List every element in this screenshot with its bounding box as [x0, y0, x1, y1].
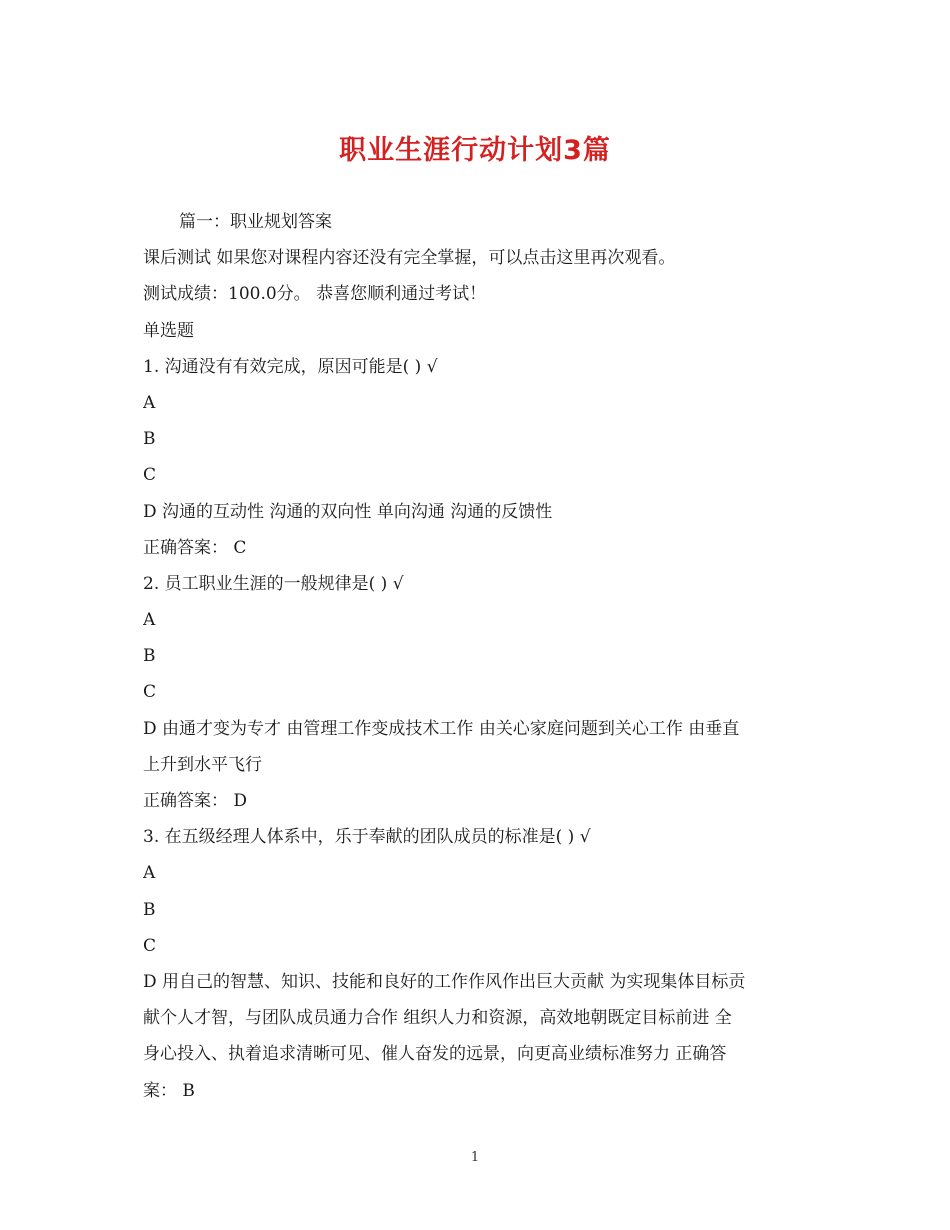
question-1-option-a: A [143, 392, 156, 413]
document-title: 职业生涯行动计划3篇 [339, 135, 611, 166]
question-3-answer: 案： B [143, 1080, 195, 1101]
score-line: 测试成绩：100.0分。 恭喜您顺利通过考试！ [143, 284, 487, 305]
question-3-option-d-cont-1: 献个人才智，与团队成员通力合作 组织人力和资源，高效地朝既定目标前进 全 [143, 1008, 732, 1029]
question-3-option-c: C [143, 935, 157, 956]
question-2: 2. 员工职业生涯的一般规律是( ) √ [143, 573, 404, 594]
question-3-option-b: B [143, 899, 156, 920]
question-1-option-d: D 沟通的互动性 沟通的双向性 单向沟通 沟通的反馈性 [143, 501, 553, 522]
question-2-option-d-cont: 上升到水平飞行 [143, 754, 262, 775]
question-1-option-c: C [143, 465, 157, 486]
page-number: 1 [470, 1150, 480, 1165]
question-3-option-d: D 用自己的智慧、知识、技能和良好的工作作风作出巨大贡献 为实现集体目标贡 [143, 971, 746, 992]
section-heading: 篇一：职业规划答案 [179, 212, 332, 232]
question-2-option-d: D 由通才变为专才 由管理工作变成技术工作 由关心家庭问题到关心工作 由垂直 [143, 718, 740, 739]
question-type-label: 单选题 [143, 320, 194, 341]
intro-line: 课后测试 如果您对课程内容还没有完全掌握，可以点击这里再次观看。 [143, 248, 676, 269]
document-body [143, 204, 808, 1109]
question-3-option-d-cont-2: 身心投入、执着追求清晰可见、催人奋发的远景，向更高业绩标准努力 正确答 [143, 1044, 727, 1065]
question-2-option-a: A [143, 610, 156, 631]
question-1-option-b: B [143, 429, 156, 450]
question-1: 1. 沟通没有有效完成，原因可能是( ) √ [143, 356, 438, 377]
question-2-option-b: B [143, 646, 156, 667]
question-3: 3. 在五级经理人体系中，乐于奉献的团队成员的标准是( ) √ [143, 827, 591, 848]
question-2-option-c: C [143, 682, 157, 703]
question-3-option-a: A [143, 863, 156, 884]
question-2-answer: 正确答案： D [143, 791, 248, 811]
question-1-answer: 正确答案： C [143, 537, 247, 558]
